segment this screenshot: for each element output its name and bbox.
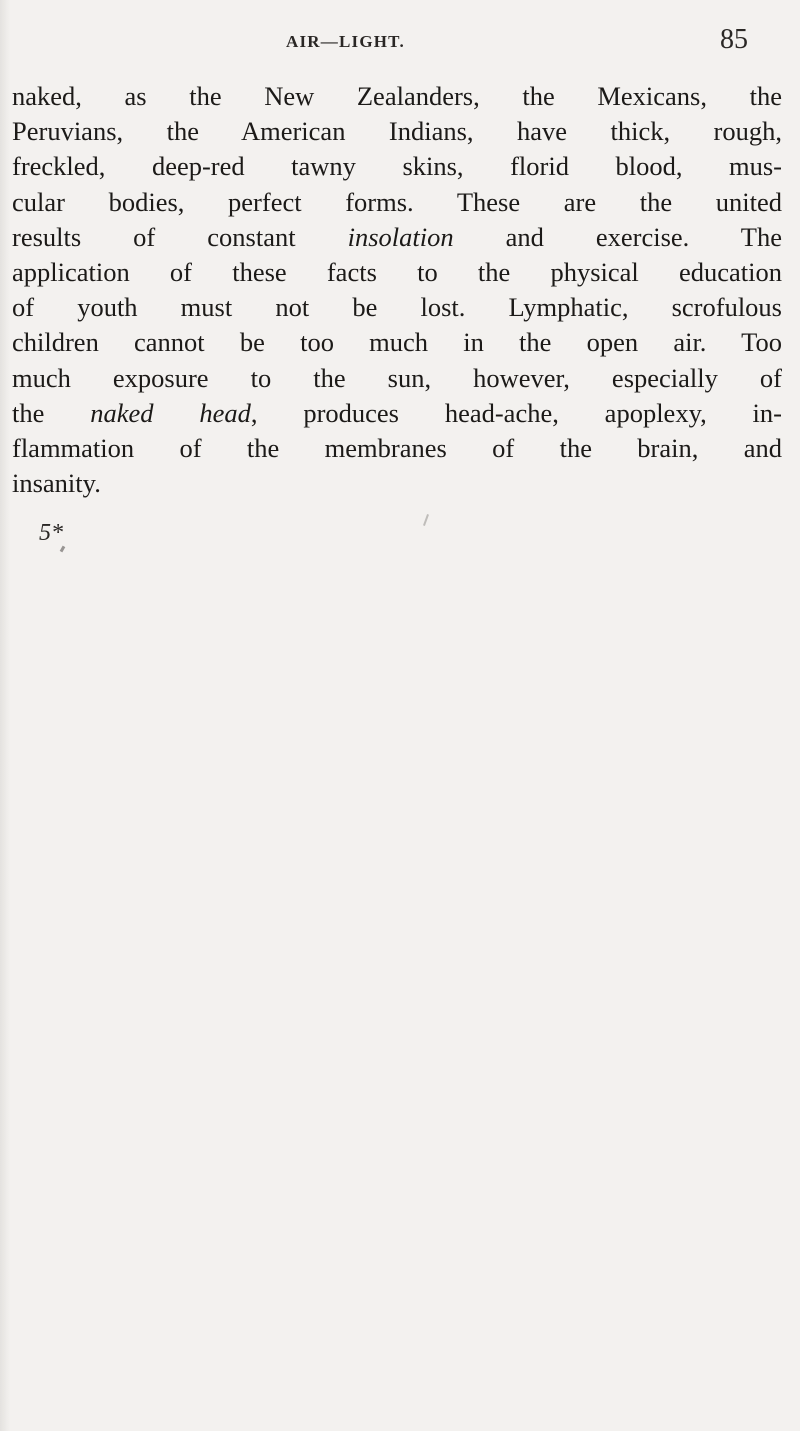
text-run: and exercise. The (453, 221, 782, 252)
signature-mark: 5* (39, 520, 63, 546)
page-number: 85 (720, 24, 748, 55)
paper-speck (423, 514, 429, 526)
text-line: children cannot be too much in the open air. Too (12, 327, 782, 358)
page-gutter-shadow (0, 0, 10, 1431)
text-run: the (12, 397, 91, 428)
running-head: AIR—LIGHT. (286, 32, 405, 51)
text-line (12, 220, 782, 255)
text-line: much exposure to the sun, however, especially of (12, 362, 782, 393)
text-line: of youth must not be lost. Lymphatic, scrofulous (12, 292, 782, 323)
italic-term-naked-head: naked head (90, 397, 251, 428)
text-line: flammation of the membranes of the brain, and (12, 432, 782, 463)
text-run: , produces head-ache, apoplexy, in- (250, 397, 782, 428)
text-line (12, 396, 782, 431)
page-header (0, 24, 800, 60)
text-run: results of constant (12, 221, 348, 252)
text-line: freckled, deep-red tawny skins, florid blood, mus- (12, 151, 782, 182)
text-line: insanity. (12, 468, 101, 499)
body-paragraph (12, 79, 782, 501)
text-line: cular bodies, perfect forms. These are the united (12, 186, 782, 217)
text-line: application of these facts to the physical education (12, 256, 782, 287)
italic-term-insolation: insolation (347, 221, 454, 252)
text-line: Peruvians, the American Indians, have thick, rough, (12, 116, 782, 147)
text-line: naked, as the New Zealanders, the Mexicans, the (12, 81, 782, 111)
